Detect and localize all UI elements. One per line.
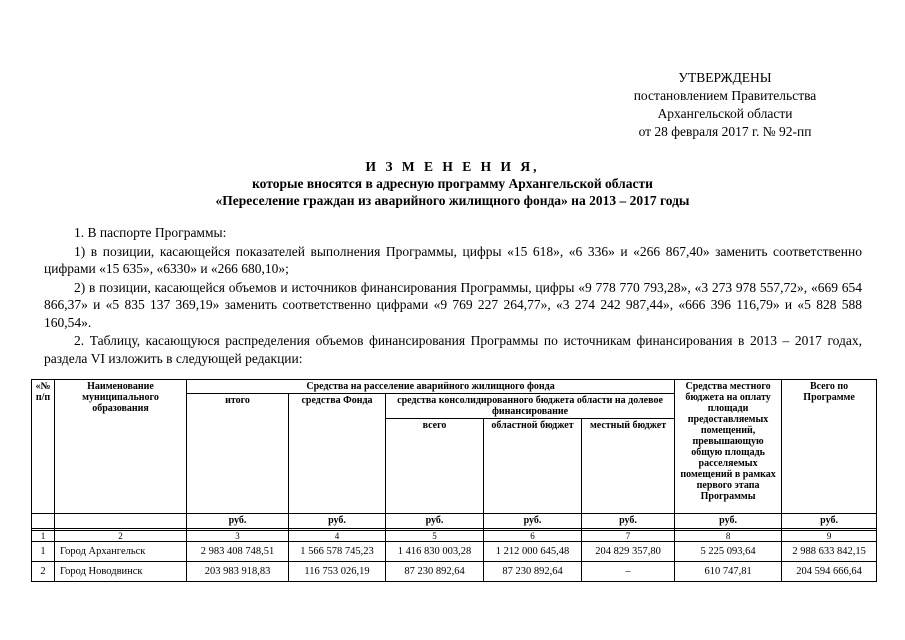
row-num: 2	[32, 562, 55, 582]
row-name: Город Новодвинск	[55, 562, 187, 582]
row-local: 204 829 357,80	[582, 542, 675, 562]
row-program-total: 204 594 666,64	[782, 562, 877, 582]
column-number: 3	[187, 531, 289, 542]
header-all: всего	[386, 419, 484, 514]
table-row	[32, 542, 877, 562]
column-number: 8	[675, 531, 782, 542]
unit-cell-empty	[55, 514, 187, 529]
header-name: Наименование муниципального образования	[55, 380, 187, 514]
row-regional: 1 212 000 645,48	[484, 542, 582, 562]
row-name: Город Архангельск	[55, 542, 187, 562]
header-local: местный бюджет	[582, 419, 675, 514]
header-total: итого	[187, 394, 289, 514]
unit-cell: руб.	[782, 514, 877, 529]
row-local: –	[582, 562, 675, 582]
row-total: 203 983 918,83	[187, 562, 289, 582]
row-program-total: 2 988 633 842,15	[782, 542, 877, 562]
unit-cell: руб.	[484, 514, 582, 529]
header-consolidated: средства консолидированного бюджета области на долевое финансирование	[386, 394, 675, 419]
title-heading: И З М Е Н Е Н И Я,	[365, 159, 540, 174]
header-fund: средства Фонда	[289, 394, 386, 514]
column-number: 7	[582, 531, 675, 542]
header-program-total: Всего по Программе	[782, 380, 877, 514]
financing-table	[31, 379, 877, 582]
table-row	[32, 562, 877, 582]
header-regional: областной бюджет	[484, 419, 582, 514]
header-local-extra: Средства местного бюджета на оплату площади предоставляемых помещений, превышающую общую площадь расселяемых помещений в рамках первого этапа Программы	[675, 380, 782, 514]
unit-cell: руб.	[386, 514, 484, 529]
row-local-extra: 5 225 093,64	[675, 542, 782, 562]
header-funds-group: Средства на расселение аварийного жилищного фонда	[187, 380, 675, 394]
document-title	[0, 158, 905, 209]
unit-cell-empty	[32, 514, 55, 529]
title-program: «Переселение граждан из аварийного жилищного фонда» на 2013 – 2017 годы	[215, 193, 690, 208]
row-regional: 87 230 892,64	[484, 562, 582, 582]
paragraph-4: 2. Таблицу, касающуюся распределения объемов финансирования Программы по источникам финансирования в 2013 – 2017 годах, раздела VI изложить в следующей редакции:	[44, 333, 862, 366]
approved-date: от 28 февраля 2017 г. № 92-пп	[638, 124, 812, 139]
row-fund: 116 753 026,19	[289, 562, 386, 582]
unit-cell: руб.	[582, 514, 675, 529]
row-local-extra: 610 747,81	[675, 562, 782, 582]
approved-region: Архангельской области	[657, 106, 793, 121]
title-subheading: которые вносятся в адресную программу Архангельской области	[252, 176, 653, 191]
unit-cell: руб.	[289, 514, 386, 529]
column-number: 4	[289, 531, 386, 542]
paragraph-1: 1. В паспорте Программы:	[74, 225, 227, 240]
row-total: 2 983 408 748,51	[187, 542, 289, 562]
amendments-text	[44, 224, 862, 367]
row-num: 1	[32, 542, 55, 562]
column-number: 1	[32, 531, 55, 542]
approval-block	[600, 69, 850, 141]
paragraph-3: 2) в позиции, касающейся объемов и источников финансирования Программы, цифры «9 778 770 793,28», «3 273 978 557,72», «669 654 866,37» и «5 835 137 369,19» заменить соответственно цифрами «9 769 227 264,77», «3 274 242 987,44», «666 396 116,79» и «5 828 588 160,54».	[44, 279, 862, 330]
header-row-1	[32, 380, 877, 394]
row-all: 87 230 892,64	[386, 562, 484, 582]
column-number-row	[32, 531, 877, 542]
header-num: «№ п/п	[32, 380, 55, 514]
unit-cell: руб.	[675, 514, 782, 529]
column-number: 5	[386, 531, 484, 542]
column-number: 9	[782, 531, 877, 542]
column-number: 6	[484, 531, 582, 542]
unit-cell: руб.	[187, 514, 289, 529]
paragraph-2: 1) в позиции, касающейся показателей выполнения Программы, цифры «15 618», «6 336» и «266 867,40» заменить соответственно цифрами «15 635», «6330» и «266 680,10»;	[44, 243, 862, 276]
column-number: 2	[55, 531, 187, 542]
row-fund: 1 566 578 745,23	[289, 542, 386, 562]
approved-heading: УТВЕРЖДЕНЫ	[678, 70, 772, 85]
row-all: 1 416 830 003,28	[386, 542, 484, 562]
unit-row	[32, 514, 877, 529]
approved-by: постановлением Правительства	[633, 88, 817, 103]
